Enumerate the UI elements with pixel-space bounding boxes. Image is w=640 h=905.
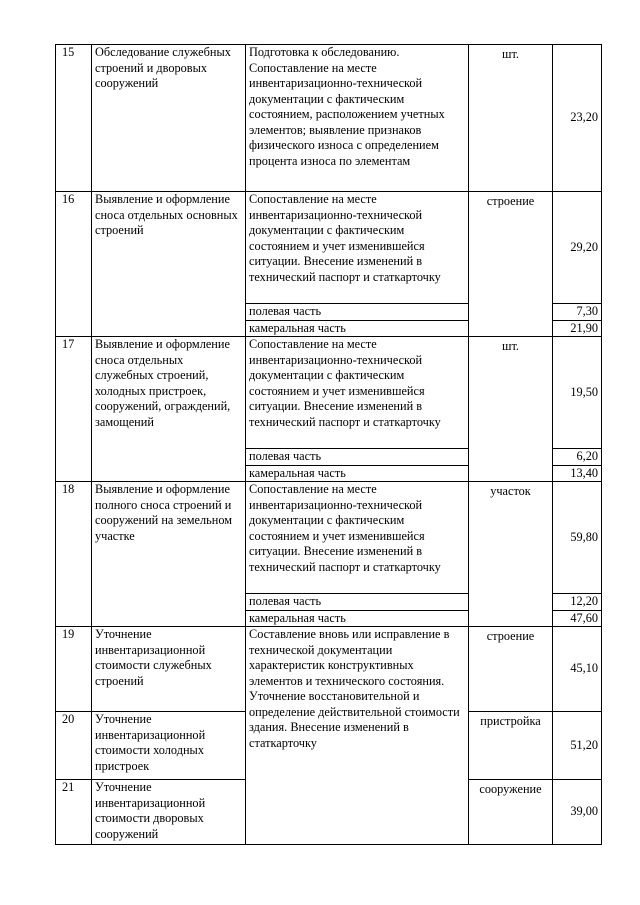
work-name: Уточнение инвентаризационной стоимости дворовых сооружений — [92, 780, 246, 845]
office-part-label: камеральная часть — [246, 465, 469, 482]
office-part-price: 21,90 — [553, 320, 602, 337]
office-part-label: камеральная часть — [246, 610, 469, 627]
unit: пристройка — [469, 712, 553, 780]
table-row-18 — [56, 482, 602, 594]
price: 23,20 — [553, 45, 602, 192]
row-number: 15 — [56, 45, 92, 192]
table-row-19 — [56, 627, 602, 712]
tariff-table — [55, 44, 602, 845]
price: 59,80 — [553, 482, 602, 594]
price: 39,00 — [553, 780, 602, 845]
price: 29,20 — [553, 192, 602, 304]
work-description: Подготовка к обследованию. Сопоставление на месте инвентаризационно-технической документации с фактическим состоянием, расположением учетных элементов; выявление признаков физического износа с определением процента износа по элементам — [246, 45, 469, 192]
unit: шт. — [469, 337, 553, 482]
unit: строение — [469, 192, 553, 337]
field-part-price: 7,30 — [553, 304, 602, 321]
table-row-16 — [56, 192, 602, 304]
table-row-15 — [56, 45, 602, 192]
work-name: Выявление и оформление сноса отдельных служебных строений, холодных пристроек, сооружений, ограждений, замощений — [92, 337, 246, 482]
shared-description-part-1: Составление вновь или исправление в технической документации характеристик конструктивных элементов и технического состояния. — [249, 627, 450, 688]
unit: шт. — [469, 45, 553, 192]
price: 45,10 — [553, 627, 602, 712]
unit: сооружение — [469, 780, 553, 845]
field-part-label: полевая часть — [246, 304, 469, 321]
work-description: Сопоставление на месте инвентаризационно-технической документации с фактическим состоянием и учет изменившейся ситуации. Внесение изменений в технический паспорт и статкарточку — [246, 192, 469, 304]
row-number: 20 — [56, 712, 92, 780]
row-number: 18 — [56, 482, 92, 627]
work-description: Сопоставление на месте инвентаризационно-технической документации с фактическим состоянием и учет изменившейся ситуации. Внесение изменений в технический паспорт и статкарточку — [246, 337, 469, 449]
work-name: Обследование служебных строений и дворовых сооружений — [92, 45, 246, 192]
price: 51,20 — [553, 712, 602, 780]
field-part-price: 6,20 — [553, 449, 602, 466]
row-number: 16 — [56, 192, 92, 337]
row-number: 19 — [56, 627, 92, 712]
work-name: Выявление и оформление полного сноса строений и сооружений на земельном участке — [92, 482, 246, 627]
field-part-price: 12,20 — [553, 594, 602, 611]
unit: участок — [469, 482, 553, 627]
row-number: 17 — [56, 337, 92, 482]
table-row-17 — [56, 337, 602, 449]
unit: строение — [469, 627, 553, 712]
office-part-price: 47,60 — [553, 610, 602, 627]
work-name: Уточнение инвентаризационной стоимости холодных пристроек — [92, 712, 246, 780]
work-name: Выявление и оформление сноса отдельных основных строений — [92, 192, 246, 337]
price: 19,50 — [553, 337, 602, 449]
work-name: Уточнение инвентаризационной стоимости служебных строений — [92, 627, 246, 712]
office-part-price: 13,40 — [553, 465, 602, 482]
field-part-label: полевая часть — [246, 594, 469, 611]
shared-description-part-2: Уточнение восстановительной и определение действительной стоимости здания. Внесение изменений в статкарточку — [249, 689, 460, 750]
work-description: Сопоставление на месте инвентаризационно-технической документации с фактическим состоянием и учет изменившейся ситуации. Внесение изменений в технический паспорт и статкарточку — [246, 482, 469, 594]
shared-description — [246, 627, 469, 845]
field-part-label: полевая часть — [246, 449, 469, 466]
row-number: 21 — [56, 780, 92, 845]
office-part-label: камеральная часть — [246, 320, 469, 337]
